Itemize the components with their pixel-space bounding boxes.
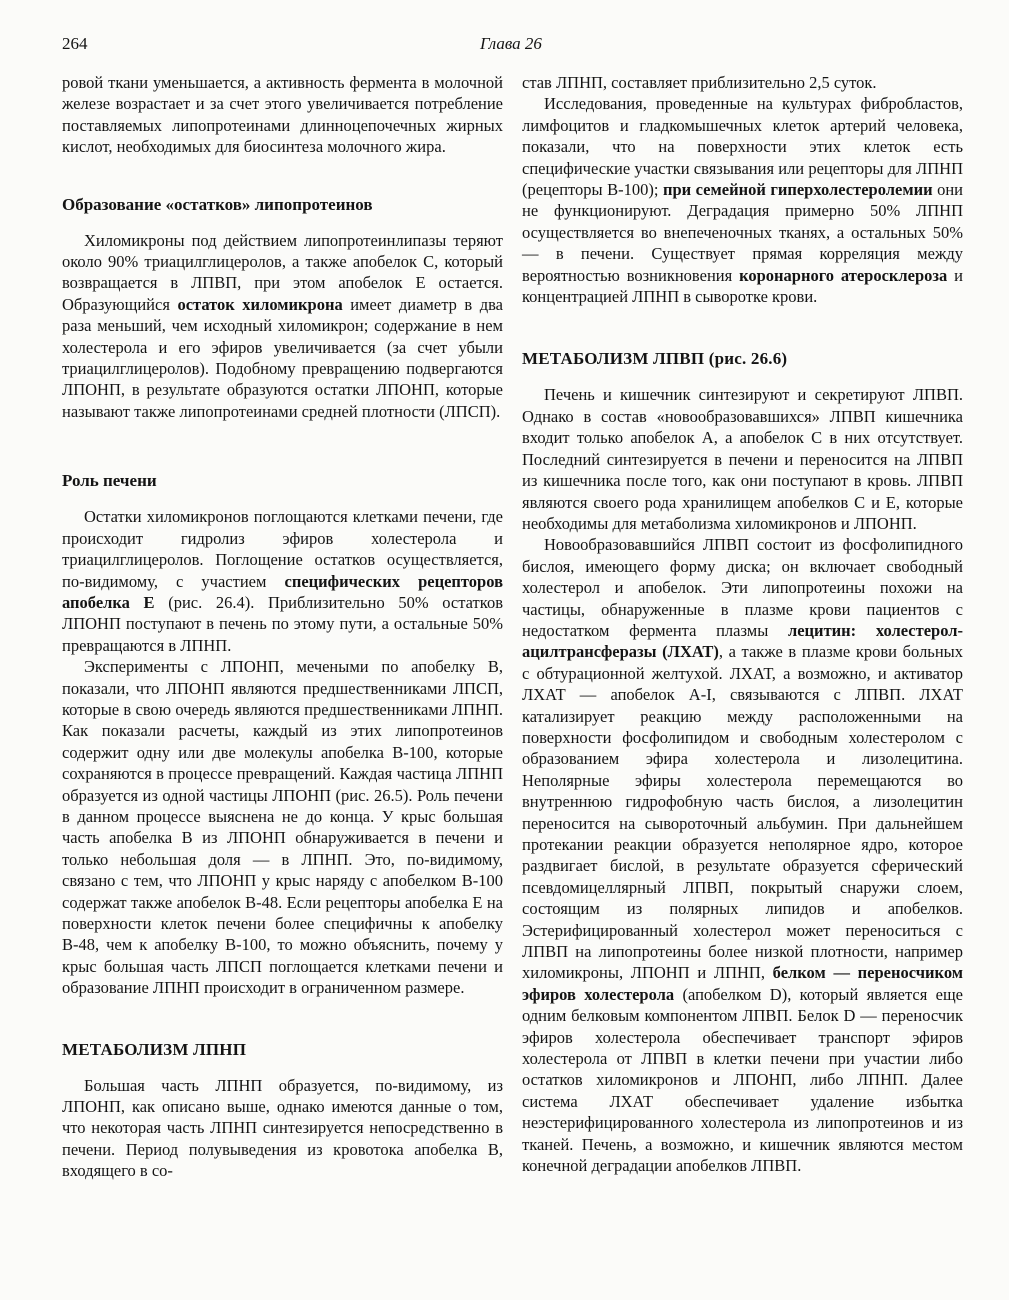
section-heading-hdl: МЕТАБОЛИЗМ ЛПВП (рис. 26.6) [522, 349, 788, 369]
paragraph: ровой ткани уменьшается, а активность фермента в молочной железе возрастает и за счет этого увеличивается потребление поставляемых липопротеинами длинноцепочечных жирных кислот, необходимых для биосинтеза молочного жира. [62, 73, 503, 157]
right-column [522, 72, 963, 1177]
section-heading-ldl: МЕТАБОЛИЗМ ЛПНП [62, 1039, 247, 1059]
running-head: Глава 26 [480, 34, 542, 53]
paragraph: став ЛПНП, составляет приблизительно 2,5 суток. [522, 73, 877, 92]
left-column [62, 72, 503, 1182]
paragraph: Хиломикроны под действием липопротеинлипазы теряют около 90% триацилглицеролов, а также апобелок С, который возвращается в ЛПВП, при этом апобелок Е остается. Образующийся остаток хиломикрона имеет диаметр в два раза меньший, чем исходный хиломикрон; содержание в нем холестерола и его эфиров увеличивается (за счет убыли триацилглицеролов). Подобному превращению подвергаются ЛПОНП, в результате образуются остатки ЛПОНП, которые называют также липопротеинами средней плотности (ЛПСП). [62, 230, 503, 421]
bold-term: белком — переносчиком эфиров холестерола [522, 963, 964, 1004]
page-number: 264 [62, 34, 88, 53]
paragraph: Большая часть ЛПНП образуется, по-видимому, из ЛПОНП, как описано выше, однако имеются данные о том, что некоторая часть ЛПНП синтезируется непосредственно в печени. Период полувыведения из кровотока апобелка В, входящего в со- [62, 1075, 503, 1181]
paragraph: Эксперименты с ЛПОНП, мечеными по апобелку В, показали, что ЛПОНП являются предшественниками ЛПСП, которые в свою очередь являются предшественниками ЛПНП. Как показали расчеты, каждый из этих липопротеинов содержит одну или две молекулы апобелка В-100, которые сохраняются в процессе превращений. Каждая частица ЛПНП образуется из одной частицы ЛПОНП (рис. 26.5). Роль печени в данном процессе выяснена не до конца. У крыс большая часть апобелка В из ЛПОНП обнаруживается в печени и только небольшая доля — в ЛПНП. Это, по-видимому, связано с тем, что ЛПОНП у крыс наряду с апобелком В-100 содержат также апобелок В-48. Если рецепторы апобелка Е на поверхности клеток печени более специфичны к апобелку В-48, чем к апобелку В-100, то можно объяснить, почему у крыс большая часть ЛПСП поглощается клетками печени и образование ЛПНП происходит в ограниченном размере. [62, 657, 503, 998]
bold-term: остаток хиломикрона [177, 294, 343, 314]
bold-term: при семейной гиперхолестеролемии [662, 180, 933, 200]
bold-term: специфических рецепторов апобелка Е [62, 571, 503, 612]
paragraph: Новообразовавшийся ЛПВП состоит из фосфолипидного бислоя, имеющего форму диска; он включает свободный холестерол и апобелок. Эти липопротеины похожи на частицы, обнаруженные в плазме крови пациентов с недостатком фермента плазмы лецитин: холестерол-ацилтрансферазы (ЛХАТ), а также в плазме крови больных с обтурационной желтухой. ЛХАТ, а возможно, и активатор ЛХАТ — апобелок А-I, связываются с ЛПВП. ЛХАТ катализирует реакцию между расположенными на поверхности фосфолипидом и свободным холестеролом с образованием эфира холестерола и лизолецитина. Неполярные эфиры холестерола перемещаются во внутреннюю гидрофобную часть бислоя, а лизолецитин переносится на сывороточный альбумин. При дальнейшем протекании реакции образуется неполярное ядро, которое раздвигает бислой, в результате образуется сферический псевдомицеллярный ЛПВП, покрытый снаружи слоем, состоящим из полярных липидов и апобелков. Эстерифицированный холестерол может переноситься с ЛПВП на липопротеины более низкой плотности, например хиломикроны, ЛПОНП и ЛПНП, белком — переносчиком эфиров холестерола (апобелком D), который является еще одним белковым компонентом ЛПВП. Белок D — переносчик эфиров холестерола обеспечивает транспорт эфиров холестерола от ЛПВП в клетки печени при участии либо остатков хиломикронов и ЛПОНП, либо ЛПНП. Далее система ЛХАТ обеспечивает удаление избытка неэстерифицированного холестерола из липопротеинов и из тканей. Печень, а возможно, и кишечник являются местом конечной деградации апобелков ЛПВП. [522, 535, 964, 1176]
paragraph: Печень и кишечник синтезируют и секретируют ЛПВП. Однако в состав «новообразовавшихся» ЛПВП кишечника входит только апобелок А, а апобелок С в них отсутствует. Последний синтезируется в печени и переносится на ЛПВП из кишечника после того, как они поступают в кровь. ЛПВП являются своего рода хранилищем апобелков С и Е, которые необходимы для метаболизма хиломикронов и ЛПОНП. [522, 385, 963, 533]
section-heading-remnants: Образование «остатков» липопротеинов [62, 194, 373, 214]
bold-term: коронарного атеросклероза [739, 265, 948, 285]
section-heading-liver: Роль печени [62, 471, 157, 491]
bold-term: лецитин: холестерол-ацилтрансферазы (ЛХАТ) [522, 620, 964, 662]
paragraph: Исследования, проведенные на культурах фибробластов, лимфоцитов и гладкомышечных клеток артерий человека, показали, что на поверхности этих клеток есть специфические участки связывания или рецепторы для ЛПНП (рецепторы В-100); при семейной гиперхолестеролемии они не функционируют. Деградация примерно 50% ЛПНП осуществляется во внепеченочных тканях, а остальных 50% — в печени. Существует прямая корреляция между вероятностью возникновения коронарного атеросклероза и концентрацией ЛПНП в сыворотке крови. [522, 94, 963, 307]
paragraph: Остатки хиломикронов поглощаются клетками печени, где происходит гидролиз эфиров холестерола и триацилглицеролов. Поглощение остатков осуществляется, по-видимому, с участием специфических рецепторов апобелка Е (рис. 26.4). Приблизительно 50% остатков ЛПОНП поступают в печень по этому пути, а остальные 50% превращаются в ЛПНП. [62, 507, 503, 655]
